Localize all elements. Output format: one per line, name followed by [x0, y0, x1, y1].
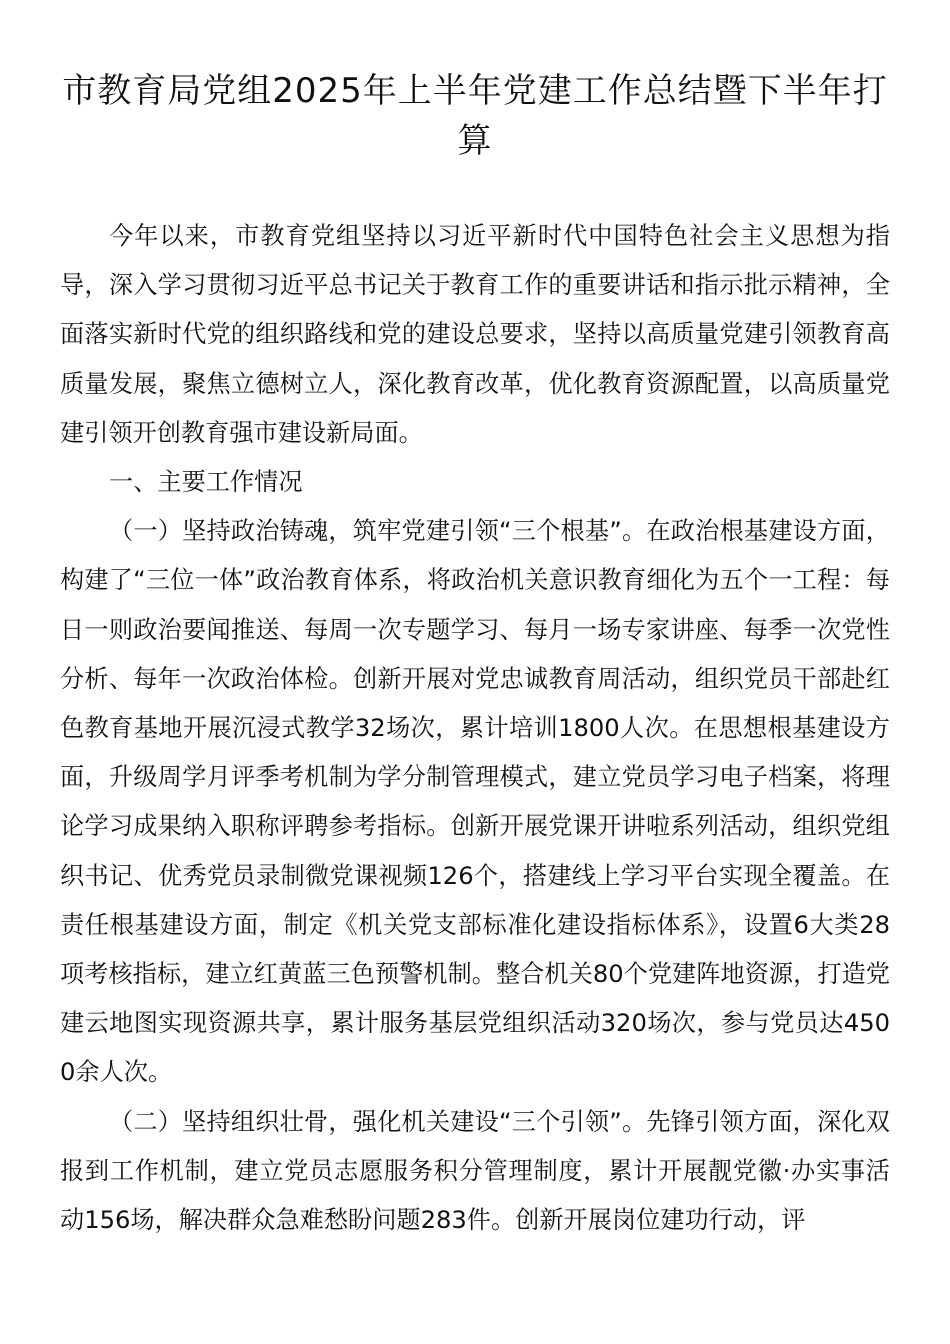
section-heading: 一、主要工作情况	[109, 468, 303, 497]
document-title: 市教育局党组2025年上半年党建工作总结暨下半年打算	[62, 71, 888, 161]
body-paragraph: （一）坚持政治铸魂，筑牢党建引领“三个根基”。在政治根基建设方面，构建了“三位一体”政治教育体系，将政治机关意识教育细化为五个一工程：每日一则政治要闻推送、每周一次专题学习、每月一场专家讲座、每季一次党性分析、每年一次政治体检。创新开展对党忠诚教育周活动，组织党员干部赴红色教育基地开展沉浸式教学32场次，累计培训1800人次。在思想根基建设方面，升级周学月评季考机制为学分制管理模式，建立党员学习电子档案，将理论学习成果纳入职称评聘参考指标。创新开展党课开讲啦系列活动，组织党组织书记、优秀党员录制微党课视频126个，搭建线上学习平台实现全覆盖。在责任根基建设方面，制定《机关党支部标准化建设指标体系》，设置6大类28项考核指标，建立红黄蓝三色预警机制。整合机关80个党建阵地资源，打造党建云地图实现资源共享，累计服务基层党组织活动320场次，参与党员达4500余人次。	[60, 517, 890, 1087]
document-body	[60, 212, 890, 1245]
body-paragraph: （二）坚持组织壮骨，强化机关建设“三个引领”。先锋引领方面，深化双报到工作机制，建立党员志愿服务积分管理制度，累计开展靓党徽·办实事活动156场，解决群众急难愁盼问题283件。创新开展岗位建功行动，评	[60, 1107, 890, 1235]
intro-paragraph: 今年以来，市教育党组坚持以习近平新时代中国特色社会主义思想为指导，深入学习贯彻习近平总书记关于教育工作的重要讲话和指示批示精神，全面落实新时代党的组织路线和党的建设总要求，坚持以高质量党建引领教育高质量发展，聚焦立德树立人，深化教育改革，优化教育资源配置，以高质量党建引领开创教育强市建设新局面。	[60, 222, 890, 447]
